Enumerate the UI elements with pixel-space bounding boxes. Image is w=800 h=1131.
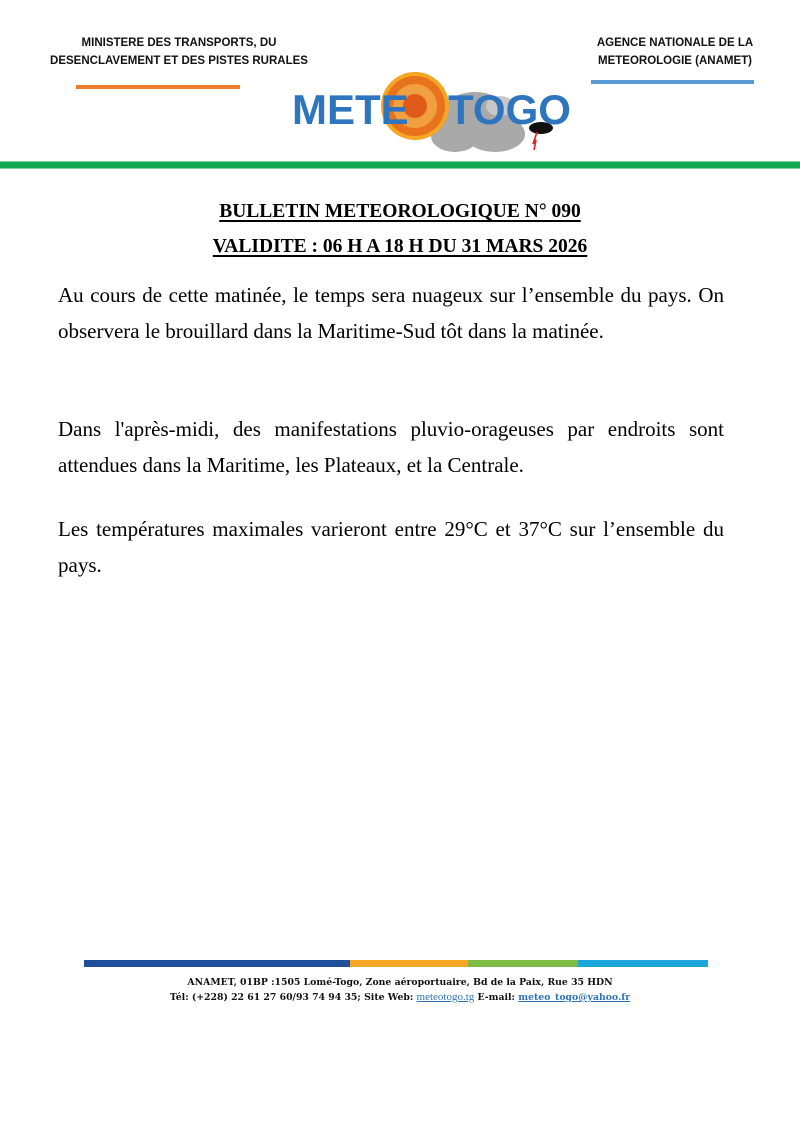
ministry-line-1: MINISTERE DES TRANSPORTS, DU: [81, 37, 277, 49]
footer-bar-green: [468, 960, 578, 967]
footer-bar-blue: [84, 960, 350, 967]
header-green-rule: [0, 161, 800, 169]
forecast-paragraph-afternoon: Dans l'après-midi, des manifestations pluvio-orageuses par endroits sont attendues dans la Maritime, les Plateaux, et la Centrale.: [58, 417, 724, 477]
footer-phone: Tél: (+228) 22 61 27 60/93 74 94 35; Site Web:: [169, 992, 417, 1003]
footer-bar-cyan: [578, 960, 708, 967]
ministry-header: [20, 34, 338, 70]
ministry-line-2: DESENCLAVEMENT ET DES PISTES RURALES: [50, 55, 308, 67]
blue-divider: [591, 80, 754, 84]
bulletin-validity: VALIDITE : 06 H A 18 H DU 31 MARS 2026: [212, 236, 588, 257]
svg-text:TOGO: TOGO: [448, 86, 571, 133]
agency-line-2: METEOROLOGIE (ANAMET): [598, 55, 752, 67]
email-link[interactable]: meteo_togo@yahoo.fr: [518, 992, 631, 1003]
bulletin-title: BULLETIN METEOROLOGIQUE N° 090: [219, 201, 581, 222]
footer-bar-orange: [350, 960, 468, 967]
forecast-paragraph-temperatures: Les températures maximales varieront entre 29°C et 37°C sur l’ensemble du pays.: [58, 517, 724, 577]
meteo-togo-logo: [290, 66, 600, 158]
footer-contact: [0, 990, 800, 1005]
footer-address: ANAMET, 01BP :1505 Lomé-Togo, Zone aéroportuaire, Bd de la Paix, Rue 35 HDN: [187, 977, 613, 988]
website-link[interactable]: meteotogo.tg: [416, 991, 475, 1003]
email-label: E-mail:: [474, 992, 519, 1003]
forecast-paragraph-morning: Au cours de cette matinée, le temps sera nuageux sur l’ensemble du pays. On observera le brouillard dans la Maritime-Sud tôt dans la matinée.: [58, 283, 724, 343]
orange-divider: [76, 85, 240, 89]
agency-header: [555, 34, 795, 70]
svg-text:METE: METE: [292, 86, 409, 133]
logo-graphic-icon: [290, 66, 600, 158]
agency-line-1: AGENCE NATIONALE DE LA: [596, 37, 754, 49]
